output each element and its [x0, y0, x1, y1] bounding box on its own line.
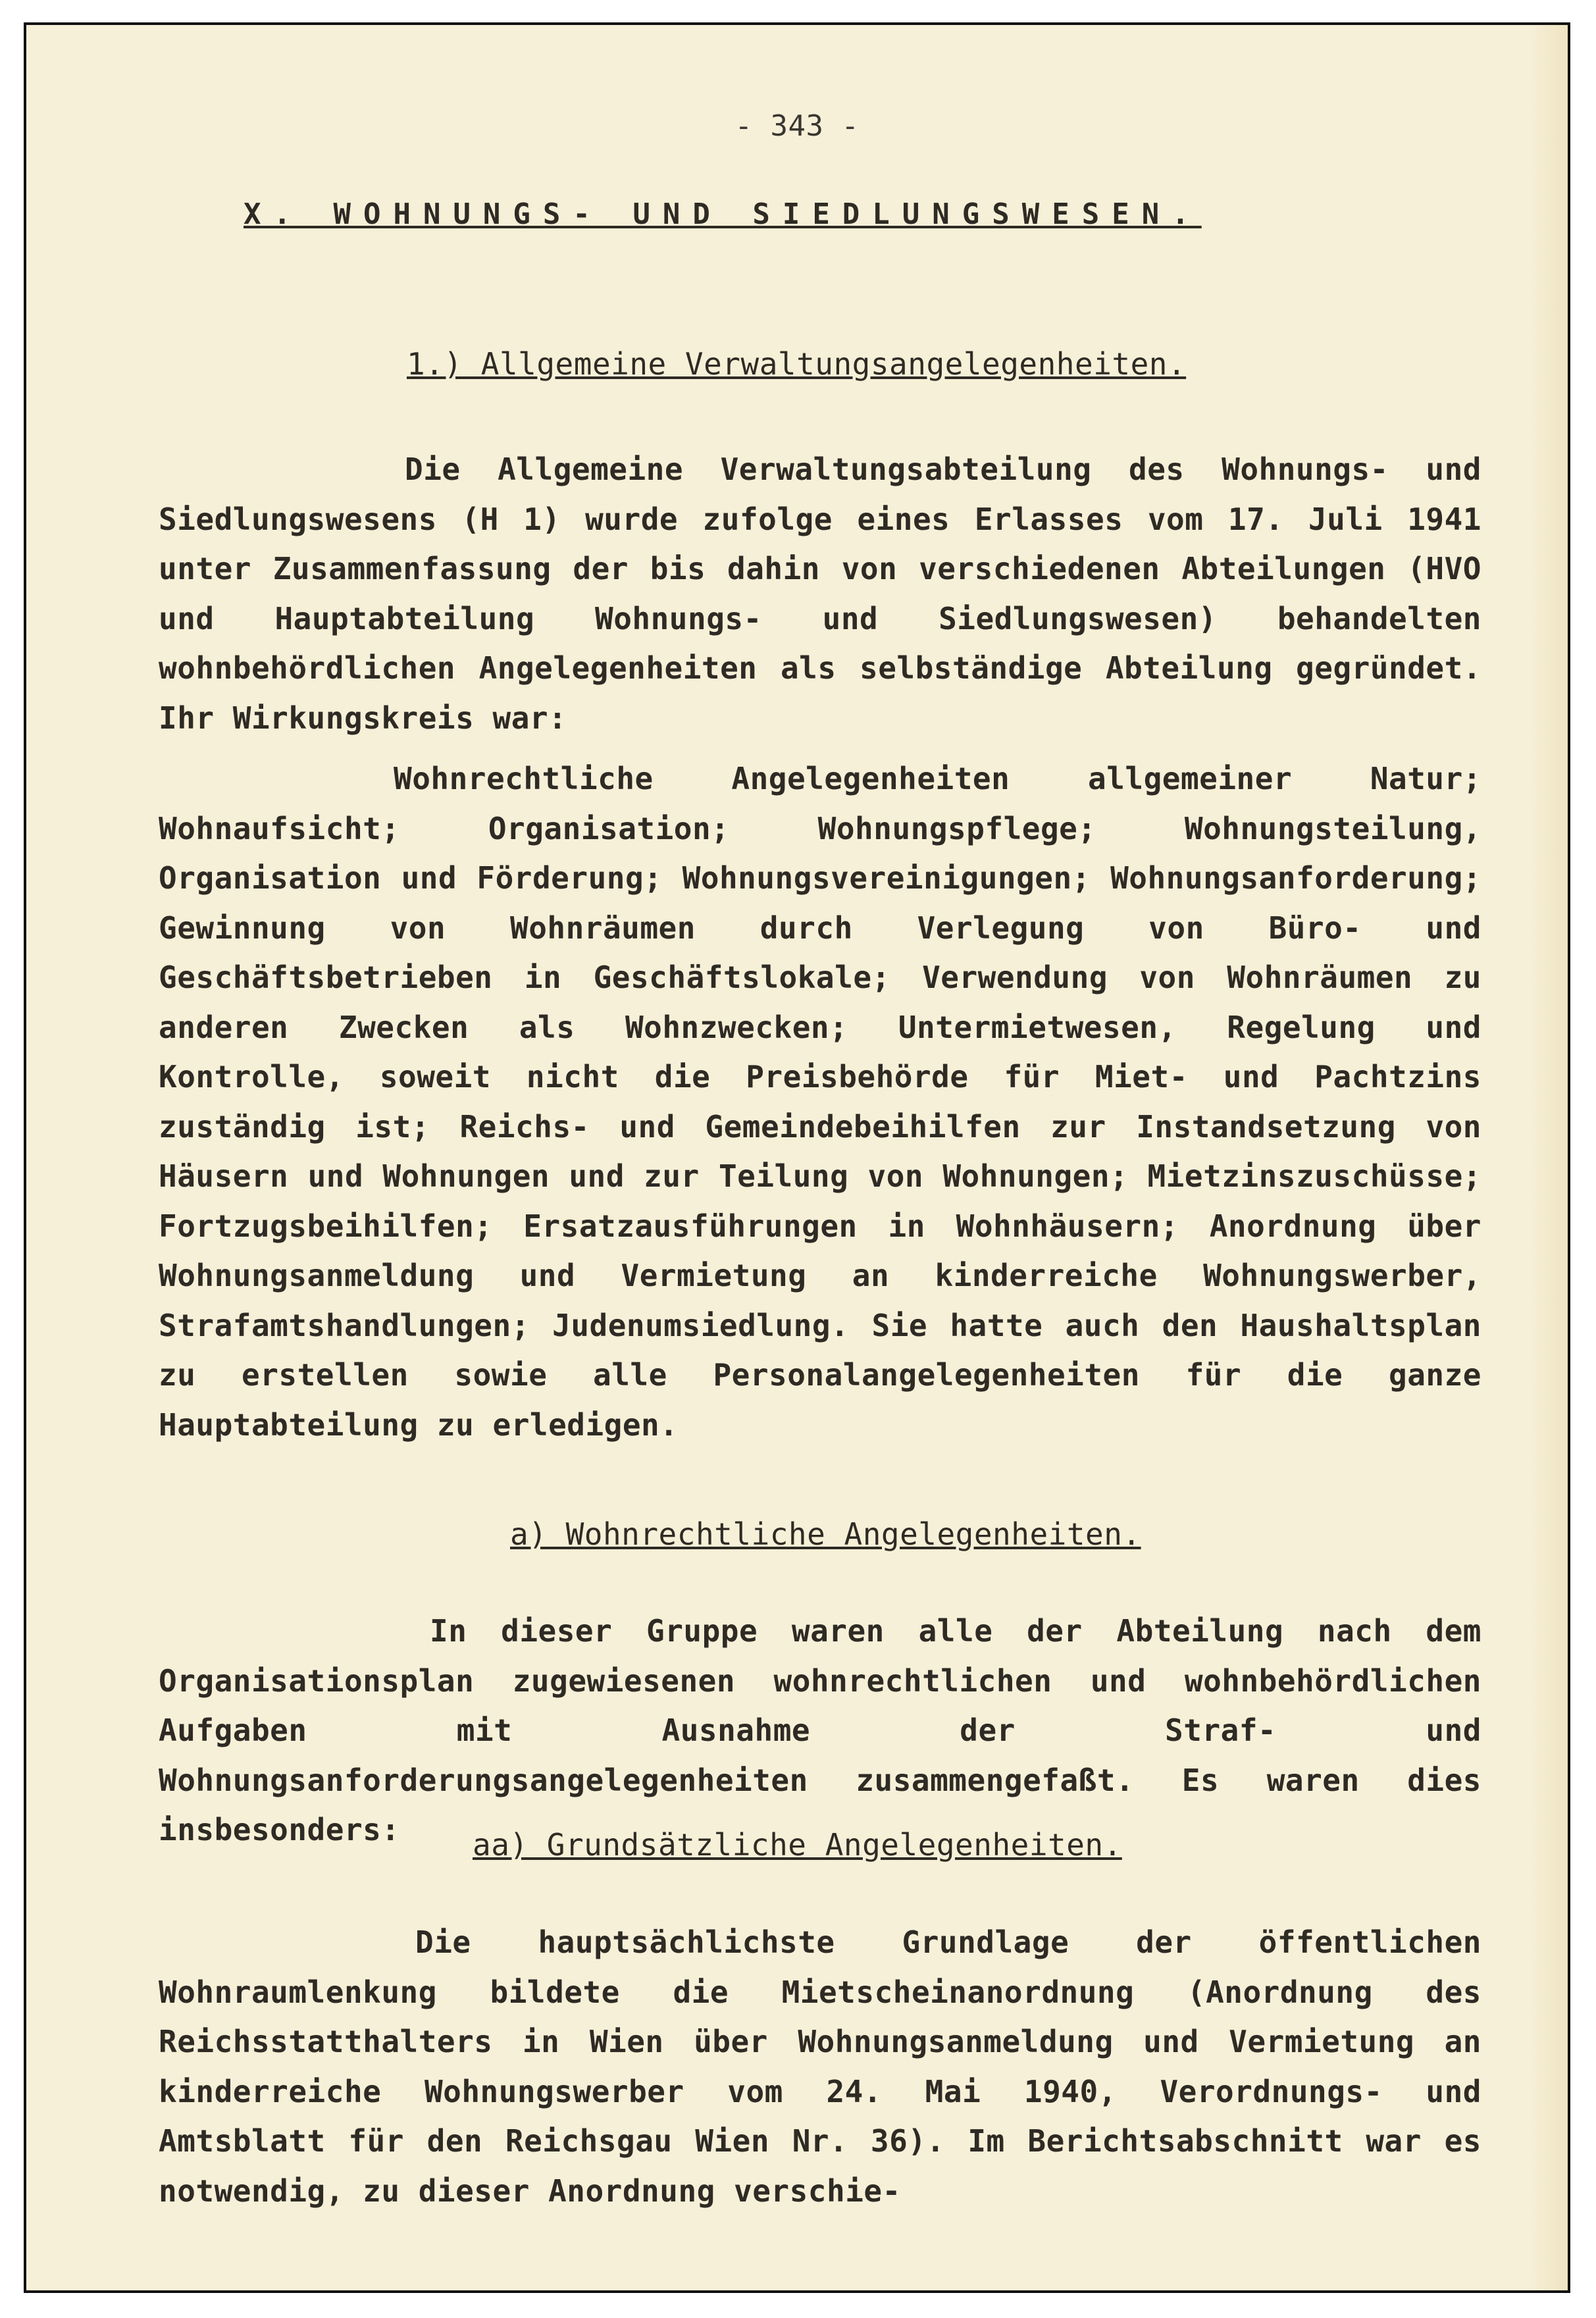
paragraph-group: In dieser Gruppe waren alle der Abteilung nach dem Organisationsplan zugewiesenen wohnrechtlichen und wohnbehördlichen Aufgaben mit Ausnahme der Straf- und Wohnungsanforderungsangelegenheiten zusammengefaßt. Es waren dies insbesonders:: [159, 1613, 1481, 1847]
section-heading-general: 1.) Allgemeine Verwaltungsangelegenheiten.: [407, 346, 1187, 382]
document-page: [24, 22, 1570, 2293]
section-heading-principles: aa) Grundsätzliche Angelegenheiten.: [473, 1827, 1122, 1863]
paragraph-scope: Wohnrechtliche Angelegenheiten allgemeiner Natur; Wohnaufsicht; Organisation; Wohnungspflege; Wohnungsteilung, Organisation und Förderung; Wohnungsvereinigungen; Wohnungsanforderung; Gewinnung von Wohnräumen durch Verlegung von Büro- und Geschäftsbetrieben in Geschäftslokale; Verwendung von Wohnräumen zu anderen Zwecken als Wohnzwecken; Untermietwesen, Regelung und Kontrolle, soweit nicht die Preisbehörde für Miet- und Pachtzins zuständig ist; Reichs- und Gemeindebeihilfen zur Instandsetzung von Häusern und Wohnungen und zur Teilung von Wohnungen; Mietzinszuschüsse; Fortzugsbeihilfen; Ersatzausführungen in Wohnhäusern; Anordnung über Wohnungsanmeldung und Vermietung an kinderreiche Wohnungswerber, Strafamtshandlungen; Judenumsiedlung. Sie hatte auch den Haushaltsplan zu erstellen sowie alle Personalangelegenheiten für die ganze Hauptabteilung zu erledigen.: [159, 761, 1481, 1443]
paragraph-basis: Die hauptsächlichste Grundlage der öffentlichen Wohnraumlenkung bildete die Mietscheinanordnung (Anordnung des Reichsstatthalters in Wien über Wohnungsanmeldung und Vermietung an kinderreiche Wohnungswerber vom 24. Mai 1940, Verordnungs- und Amtsblatt für den Reichsgau Wien Nr. 36). Im Berichtsabschnitt war es notwendig, zu dieser Anordnung verschie-: [159, 1924, 1481, 2209]
chapter-title: X. WOHNUNGS- UND SIEDLUNGSWESEN.: [244, 197, 1202, 231]
paragraph-intro: Die Allgemeine Verwaltungsabteilung des Wohnungs- und Siedlungswesens (H 1) wurde zufolge eines Erlasses vom 17. Juli 1941 unter Zusammenfassung der bis dahin von verschiedenen Abteilungen (HVO und Hauptabteilung Wohnungs- und Siedlungswesen) behandelten wohnbehördlichen Angelegenheiten als selbständige Abteilung gegründet. Ihr Wirkungskreis war:: [159, 451, 1481, 736]
section-heading-housing-law: a) Wohnrechtliche Angelegenheiten.: [510, 1516, 1141, 1552]
page-number: - 343 -: [734, 109, 860, 143]
